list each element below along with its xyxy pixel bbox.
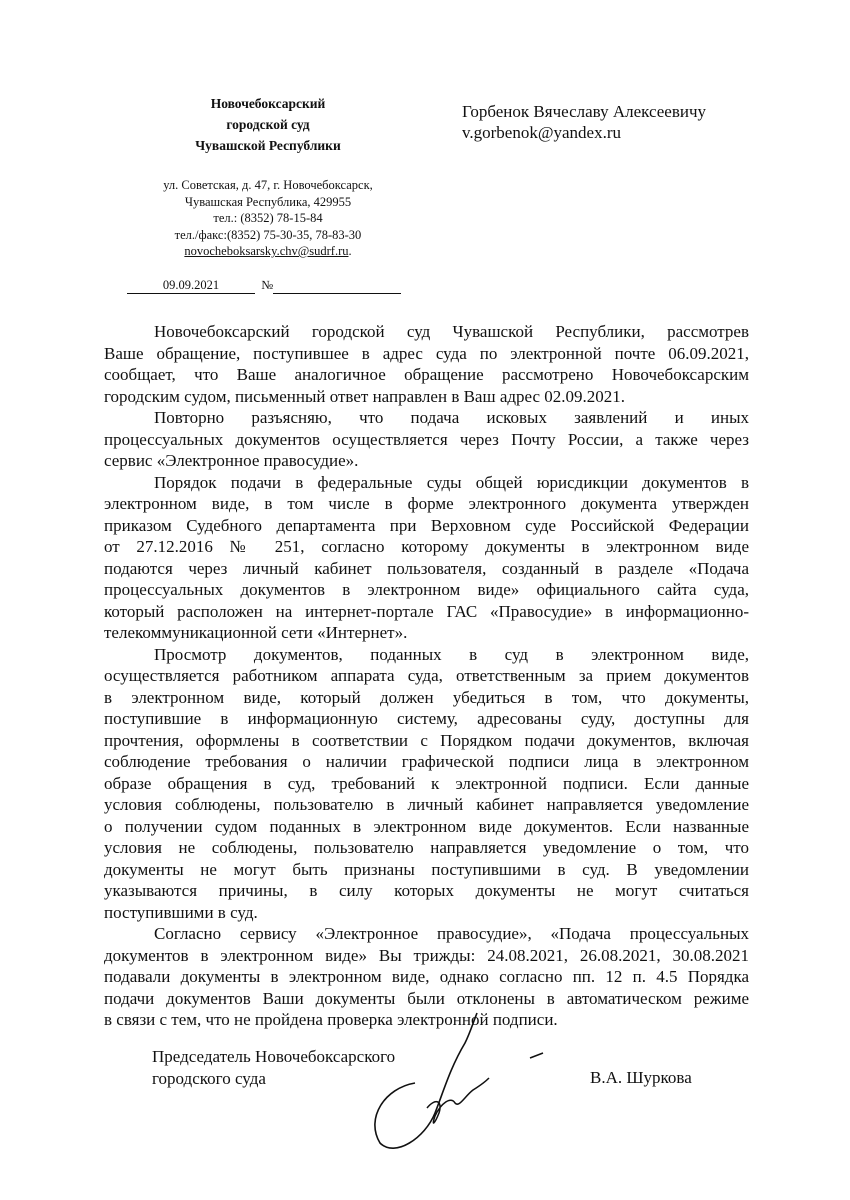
number-label: № — [261, 278, 274, 292]
address-line: тел./факс:(8352) 75-30-35, 78-83-30 — [174, 227, 362, 242]
paragraph-line: документы не могут быть признаны поступившими в суд. В уведомлении — [104, 859, 749, 879]
signatory-name: В.А. Шуркова — [590, 1068, 692, 1087]
court-name-line: Чувашской Республики — [195, 138, 341, 153]
paragraph-line: поступившими в суд. — [104, 902, 258, 922]
signatory-title-line: Председатель Новочебоксарского — [152, 1047, 396, 1066]
paragraph-line: Повторно разъясняю, что подача исковых заявлений и иных — [154, 408, 749, 427]
recipient-email: v.gorbenok@yandex.ru — [462, 123, 622, 142]
address-line: ул. Советская, д. 47, г. Новочебоксарск, — [163, 178, 373, 192]
address-line: тел.: (8352) 78-15-84 — [213, 211, 323, 225]
paragraph-line: телекоммуникационной сети «Интернет». — [104, 623, 408, 642]
court-email[interactable]: novocheboksarsky.chv@sudrf.ru — [184, 244, 349, 258]
paragraph — [104, 407, 749, 472]
paragraph-line: подавали документы в электронном виде, однако согласно пп. 12 п. 4.5 Порядка — [104, 967, 749, 986]
recipient — [462, 101, 706, 143]
handwritten-signature — [355, 1008, 555, 1158]
address-line: Чувашская Республика, 429955 — [184, 194, 352, 209]
paragraph-line: электронном виде, в том числе в форме электронного документа утвержден — [104, 494, 749, 513]
paragraph-line: осуществляется работником аппарата суда, ответственным за прием документов — [104, 666, 749, 685]
date-number-line — [127, 278, 401, 294]
paragraph-line: указываются причины, в силу которых документы не могут считаться — [104, 881, 749, 900]
paragraph-line: в электронном виде, который должен убедиться в том, что документы, — [104, 687, 749, 707]
paragraph-line: Порядок подачи в федеральные суды общей юрисдикции документов в — [154, 472, 749, 492]
court-name-line: Новочебоксарский — [210, 96, 326, 111]
paragraph-line: процессуальных документов осуществляется через Почту России, а также через — [104, 429, 749, 449]
paragraph-line: сервис «Электронное правосудие». — [104, 451, 359, 470]
paragraph-line: о получении судом поданных в электронном виде документов. Если названные — [104, 816, 749, 836]
paragraph-line: условия соблюдены, пользователю в личный кабинет направляется уведомление — [104, 795, 749, 814]
recipient-name: Горбенок Вячеславу Алексеевичу — [462, 102, 707, 121]
paragraph-line: соблюдение требования о наличии графической подписи лица в электронном — [104, 752, 749, 771]
court-name — [148, 93, 388, 156]
paragraph-line: городским судом, письменный ответ направлен в Ваш адрес 02.09.2021. — [104, 386, 626, 406]
letter-body — [104, 321, 749, 1031]
paragraph-line: Новочебоксарский городской суд Чувашской Республики, рассмотрев — [154, 322, 749, 341]
number-blank — [273, 279, 401, 294]
paragraph — [104, 321, 749, 407]
paragraph-line: который расположен на интернет-портале ГАС «Правосудие» в информационно- — [104, 601, 749, 621]
paragraph-line: поступившие в информационную систему, адресованы суду, доступны для — [104, 709, 749, 728]
court-address — [138, 177, 398, 260]
paragraph-line: подаются через личный кабинет пользователя, созданный в разделе «Подача — [104, 558, 749, 578]
letter-date: 09.09.2021 — [127, 278, 255, 294]
paragraph-line: прочтения, оформлены в соответствии с Порядком подачи документов, включая — [104, 730, 749, 750]
paragraph-line: сообщает, что Ваше аналогичное обращение рассмотрено Новочебоксарским — [104, 365, 749, 384]
paragraph-line: документов в электронном виде» Вы трижды: 24.08.2021, 26.08.2021, 30.08.2021 — [104, 945, 749, 965]
paragraph-line: образе обращения в суд, требований к электронной подписи. Если данные — [104, 773, 749, 793]
paragraph-line: в связи с тем, что не пройдена проверка электронной подписи. — [104, 1010, 558, 1029]
court-name-line: городской суд — [226, 117, 310, 132]
email-suffix: . — [348, 244, 352, 258]
paragraph — [104, 472, 749, 644]
paragraph-line: от 27.12.2016 № 251, согласно которому документы в электронном виде — [104, 537, 749, 556]
paragraph-line: Просмотр документов, поданных в суд в электронном виде, — [154, 644, 749, 664]
signatory-title-line: городского суда — [152, 1069, 266, 1088]
paragraph — [104, 644, 749, 924]
paragraph-line: Согласно сервису «Электронное правосудие», «Подача процессуальных — [154, 924, 749, 943]
paragraph-line: подачи документов Ваши документы были отклонены в автоматическом режиме — [104, 988, 749, 1008]
paragraph-line: процессуальных документов в электронном виде» официального сайта суда, — [104, 580, 749, 599]
paragraph-line: приказом Судебного департамента при Верховном суде Российской Федерации — [104, 515, 749, 535]
paragraph-line: условия не соблюдены, пользователю направляется уведомление о том, что — [104, 838, 749, 857]
paragraph-line: Ваше обращение, поступившее в адрес суда по электронной почте 06.09.2021, — [104, 343, 749, 363]
